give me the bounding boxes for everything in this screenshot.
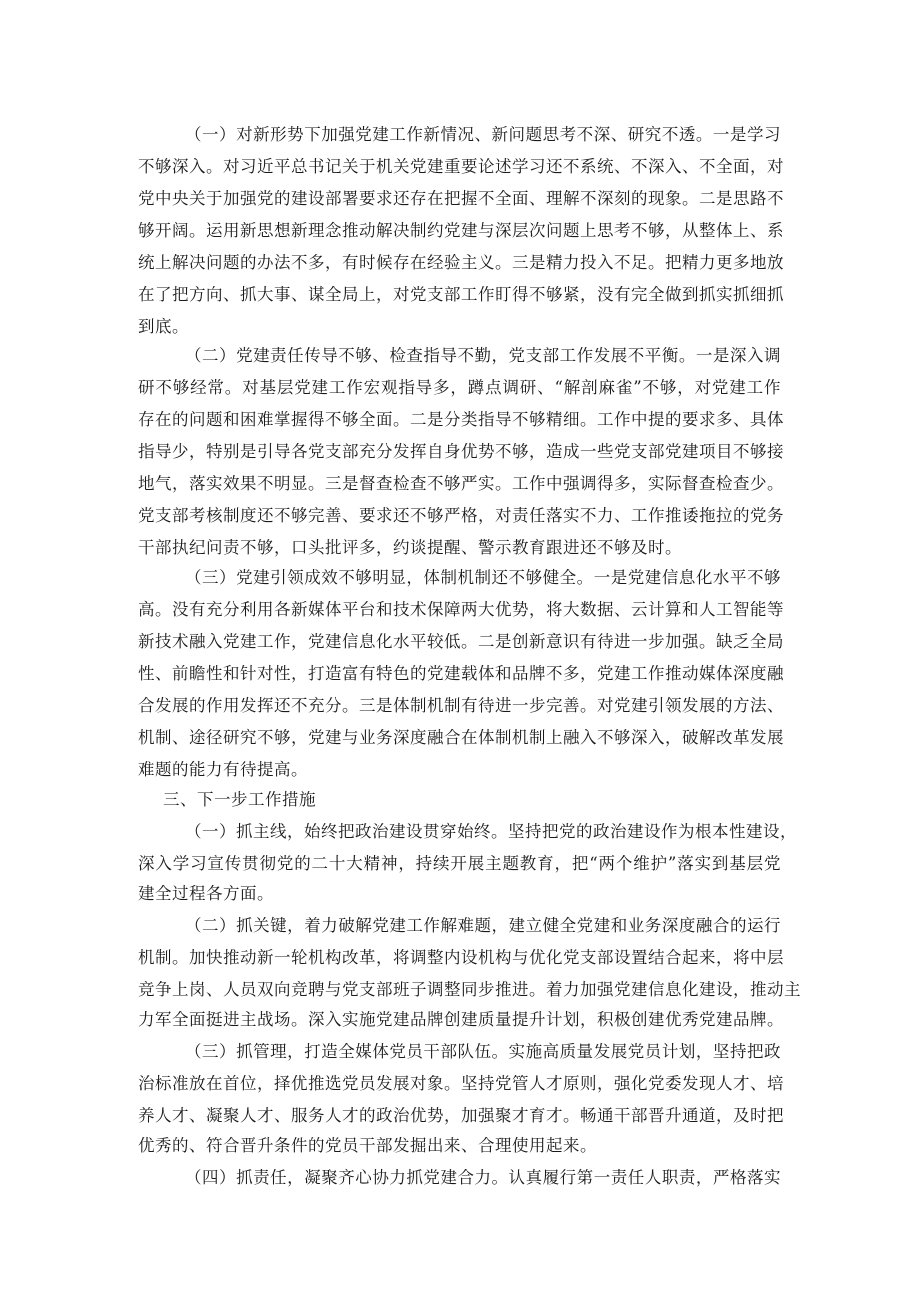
text-line: 党中央关于加强党的建设部署要求还存在把握不全面、理解不深刻的现象。二是思路不 xyxy=(138,189,784,208)
text-line: （一）抓主线，始终把政治建设贯穿始终。坚持把党的政治建设作为根本性建设， xyxy=(185,822,797,841)
text-line: 建全过程各方面。 xyxy=(138,884,274,903)
text-line: 在了把方向、抓大事、谋全局上，对党支部工作盯得不够紧，没有完全做到抓实抓细抓 xyxy=(138,285,784,304)
text-line: 机制、途径研究不够，党建与业务深度融合在体制机制上融入不够深入，破解改革发展 xyxy=(138,728,784,747)
text-line: 机制。加快推动新一轮机构改革，将调整内设机构与优化党支部设置结合起来，将中层 xyxy=(138,948,784,967)
text-line: 地气，落实效果不明显。三是督查检查不够严实。工作中强调得多，实际督查检查少。 xyxy=(138,474,784,493)
text-line: 指导少，特别是引导各党支部充分发挥自身优势不够，造成一些党支部党建项目不够接 xyxy=(138,442,784,461)
text-line: 新技术融入党建工作，党建信息化水平较低。二是创新意识有待进一步加强。缺乏全局 xyxy=(138,632,784,651)
text-line: 竞争上岗、人员双向竞聘与党支部班子调整同步推进。着力加强党建信息化建设，推动主 xyxy=(138,980,801,999)
text-line: 治标准放在首位，择优推选党员发展对象。坚持党管人才原则，强化党委发现人才、培 xyxy=(138,1074,784,1093)
text-line: 优秀的、符合晋升条件的党员干部发掘出来、合理使用起来。 xyxy=(138,1136,597,1155)
text-line: （三）党建引领成效不够明显，体制机制还不够健全。一是党建信息化水平不够 xyxy=(185,568,781,587)
text-line: 存在的问题和困难掌握得不够全面。二是分类指导不够精细。工作中提的要求多、具体 xyxy=(138,410,784,429)
text-line: （二）党建责任传导不够、检查指导不勤，党支部工作发展不平衡。一是深入调 xyxy=(185,346,781,365)
text-line: 党支部考核制度还不够完善、要求还不够严格，对责任落实不力、工作推诿拖拉的党务 xyxy=(138,506,784,525)
text-line: 难题的能力有待提高。 xyxy=(138,760,308,779)
text-line: 力军全面挺进主战场。深入实施党建品牌创建质量提升计划，积极创建优秀党建品牌。 xyxy=(138,1010,784,1029)
text-line: （一）对新形势下加强党建工作新情况、新问题思考不深、研究不透。一是学习 xyxy=(185,125,781,144)
text-line: 深入学习宣传贯彻党的二十大精神，持续开展主题教育，把“两个维护”落实到基层党 xyxy=(138,854,781,873)
text-line: 到底。 xyxy=(138,317,189,336)
section-heading: 三、下一步工作措施 xyxy=(163,790,316,809)
text-line: （二）抓关键，着力破解党建工作解难题，建立健全党建和业务深度融合的运行 xyxy=(185,916,781,935)
text-line: （三）抓管理，打造全媒体党员干部队伍。实施高质量发展党员计划，坚持把政 xyxy=(185,1042,781,1061)
text-line: （四）抓责任，凝聚齐心协力抓党建合力。认真履行第一责任人职责，严格落实 xyxy=(185,1168,781,1187)
text-line: 够开阔。运用新思想新理念推动解决制约党建与深层次问题上思考不够，从整体上、系 xyxy=(138,221,784,240)
text-line: 合发展的作用发挥还不充分。三是体制机制有待进一步完善。对党建引领发展的方法、 xyxy=(138,696,784,715)
text-line: 性、前瞻性和针对性，打造富有特色的党建载体和品牌不多，党建工作推动媒体深度融 xyxy=(138,664,784,683)
text-line: 不够深入。对习近平总书记关于机关党建重要论述学习还不系统、不深入、不全面，对 xyxy=(138,157,784,176)
text-line: 养人才、凝聚人才、服务人才的政治优势，加强聚才育才。畅通干部晋升通道，及时把 xyxy=(138,1106,784,1125)
text-line: 干部执纪问责不够，口头批评多，约谈提醒、警示教育跟进还不够及时。 xyxy=(138,538,682,557)
text-line: 高。没有充分利用各新媒体平台和技术保障两大优势，将大数据、云计算和人工智能等 xyxy=(138,600,784,619)
text-line: 研不够经常。对基层党建工作宏观指导多，蹲点调研、“解剖麻雀”不够，对党建工作 xyxy=(138,378,781,397)
text-line: 统上解决问题的办法不多，有时候存在经验主义。三是精力投入不足。把精力更多地放 xyxy=(138,253,784,272)
